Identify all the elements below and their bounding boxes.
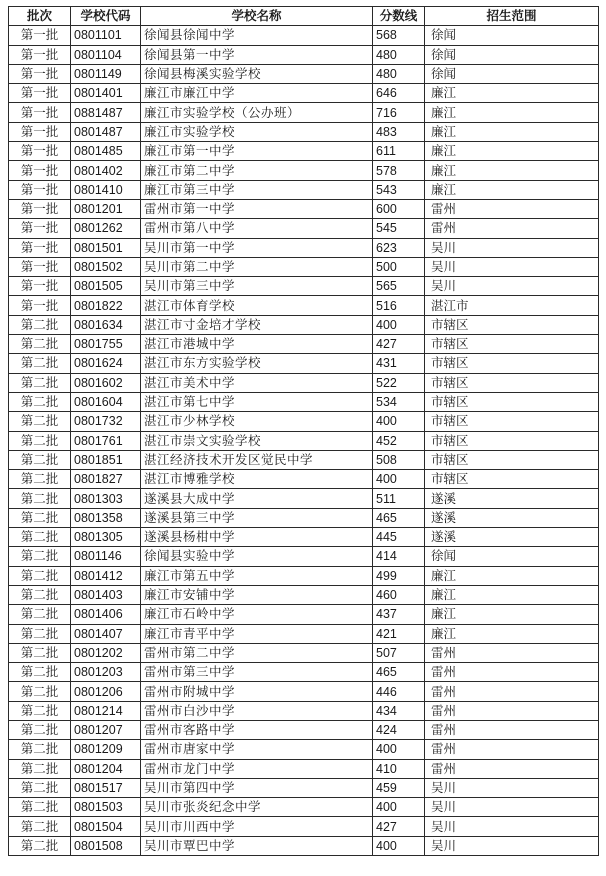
- table-row: [9, 103, 599, 122]
- cell-batch: 第二批: [9, 663, 71, 682]
- cell-enrollment-range: 雷州: [425, 682, 599, 701]
- cell-school-code: 0801508: [71, 836, 141, 855]
- cell-score-line: 565: [373, 277, 425, 296]
- table-header: [9, 7, 599, 26]
- cell-enrollment-range: 市辖区: [425, 392, 599, 411]
- cell-school-code: 0801503: [71, 798, 141, 817]
- cell-score-line: 543: [373, 180, 425, 199]
- table-row: [9, 277, 599, 296]
- cell-school-code: 0801501: [71, 238, 141, 257]
- cell-school-code: 0801214: [71, 701, 141, 720]
- cell-school-name: 雷州市第三中学: [141, 663, 373, 682]
- cell-school-name: 湛江市第七中学: [141, 392, 373, 411]
- table-row: [9, 720, 599, 739]
- cell-batch: 第二批: [9, 470, 71, 489]
- cell-school-name: 廉江市石岭中学: [141, 605, 373, 624]
- cell-batch: 第二批: [9, 566, 71, 585]
- cell-school-name: 湛江经济技术开发区觉民中学: [141, 450, 373, 469]
- cell-enrollment-range: 吴川: [425, 817, 599, 836]
- cell-enrollment-range: 遂溪: [425, 528, 599, 547]
- cell-batch: 第一批: [9, 122, 71, 141]
- cell-score-line: 716: [373, 103, 425, 122]
- cell-school-code: 0801202: [71, 643, 141, 662]
- cell-school-name: 廉江市第三中学: [141, 180, 373, 199]
- cell-school-name: 雷州市第一中学: [141, 199, 373, 218]
- table-row: [9, 682, 599, 701]
- cell-school-name: 廉江市实验学校（公办班）: [141, 103, 373, 122]
- cell-school-code: 0881487: [71, 103, 141, 122]
- cell-school-code: 0801303: [71, 489, 141, 508]
- cell-school-name: 吴川市第四中学: [141, 778, 373, 797]
- table-row: [9, 547, 599, 566]
- cell-school-name: 湛江市港城中学: [141, 335, 373, 354]
- cell-enrollment-range: 吴川: [425, 238, 599, 257]
- cell-school-name: 廉江市安铺中学: [141, 585, 373, 604]
- cell-enrollment-range: 市辖区: [425, 335, 599, 354]
- table-row: [9, 798, 599, 817]
- table-row: [9, 778, 599, 797]
- table-row: [9, 257, 599, 276]
- cell-score-line: 421: [373, 624, 425, 643]
- cell-batch: 第二批: [9, 373, 71, 392]
- cell-school-code: 0801101: [71, 26, 141, 45]
- cell-school-code: 0801505: [71, 277, 141, 296]
- cell-enrollment-range: 廉江: [425, 84, 599, 103]
- cell-batch: 第二批: [9, 720, 71, 739]
- cell-score-line: 578: [373, 161, 425, 180]
- cell-school-code: 0801201: [71, 199, 141, 218]
- cell-score-line: 452: [373, 431, 425, 450]
- cell-batch: 第一批: [9, 199, 71, 218]
- cell-school-code: 0801203: [71, 663, 141, 682]
- cell-school-code: 0801485: [71, 142, 141, 161]
- cell-score-line: 427: [373, 817, 425, 836]
- cell-enrollment-range: 市辖区: [425, 315, 599, 334]
- cell-school-name: 吴川市第一中学: [141, 238, 373, 257]
- table-row: [9, 817, 599, 836]
- cell-batch: 第二批: [9, 315, 71, 334]
- cell-score-line: 500: [373, 257, 425, 276]
- header-batch: 批次: [9, 7, 71, 26]
- cell-school-name: 雷州市客路中学: [141, 720, 373, 739]
- cell-enrollment-range: 雷州: [425, 701, 599, 720]
- cell-score-line: 508: [373, 450, 425, 469]
- cell-score-line: 483: [373, 122, 425, 141]
- cell-school-name: 湛江市少林学校: [141, 412, 373, 431]
- cell-batch: 第一批: [9, 26, 71, 45]
- table-row: [9, 354, 599, 373]
- cell-school-code: 0801604: [71, 392, 141, 411]
- cell-enrollment-range: 吴川: [425, 798, 599, 817]
- cell-score-line: 545: [373, 219, 425, 238]
- cell-batch: 第二批: [9, 798, 71, 817]
- cell-score-line: 446: [373, 682, 425, 701]
- cell-school-code: 0801755: [71, 335, 141, 354]
- cell-enrollment-range: 市辖区: [425, 412, 599, 431]
- cell-enrollment-range: 廉江: [425, 624, 599, 643]
- cell-school-name: 吴川市川西中学: [141, 817, 373, 836]
- cell-enrollment-range: 雷州: [425, 219, 599, 238]
- cell-school-name: 湛江市东方实验学校: [141, 354, 373, 373]
- cell-school-name: 廉江市廉江中学: [141, 84, 373, 103]
- cell-enrollment-range: 遂溪: [425, 508, 599, 527]
- table-row: [9, 605, 599, 624]
- cell-score-line: 499: [373, 566, 425, 585]
- cell-enrollment-range: 廉江: [425, 142, 599, 161]
- cell-school-code: 0801410: [71, 180, 141, 199]
- table-body: [9, 26, 599, 856]
- table-row: [9, 412, 599, 431]
- cell-school-name: 湛江市博雅学校: [141, 470, 373, 489]
- header-school-code: 学校代码: [71, 7, 141, 26]
- table-row: [9, 701, 599, 720]
- table-row: [9, 643, 599, 662]
- cell-batch: 第一批: [9, 45, 71, 64]
- cell-score-line: 522: [373, 373, 425, 392]
- cell-score-line: 623: [373, 238, 425, 257]
- cell-school-name: 廉江市青平中学: [141, 624, 373, 643]
- cell-school-name: 徐闻县徐闻中学: [141, 26, 373, 45]
- cell-enrollment-range: 徐闻: [425, 547, 599, 566]
- cell-school-code: 0801407: [71, 624, 141, 643]
- cell-score-line: 511: [373, 489, 425, 508]
- cell-score-line: 459: [373, 778, 425, 797]
- table-row: [9, 238, 599, 257]
- cell-enrollment-range: 吴川: [425, 836, 599, 855]
- cell-school-name: 湛江市崇文实验学校: [141, 431, 373, 450]
- cell-batch: 第一批: [9, 64, 71, 83]
- cell-score-line: 465: [373, 508, 425, 527]
- cell-school-code: 0801504: [71, 817, 141, 836]
- cell-school-code: 0801502: [71, 257, 141, 276]
- header-row: [9, 7, 599, 26]
- cell-school-name: 廉江市第二中学: [141, 161, 373, 180]
- header-enrollment-range: 招生范围: [425, 7, 599, 26]
- cell-batch: 第二批: [9, 450, 71, 469]
- cell-score-line: 480: [373, 64, 425, 83]
- table-row: [9, 122, 599, 141]
- cell-school-name: 徐闻县第一中学: [141, 45, 373, 64]
- cell-batch: 第二批: [9, 701, 71, 720]
- cell-enrollment-range: 吴川: [425, 277, 599, 296]
- table-row: [9, 836, 599, 855]
- cell-school-code: 0801262: [71, 219, 141, 238]
- cell-batch: 第二批: [9, 759, 71, 778]
- cell-school-name: 吴川市覃巴中学: [141, 836, 373, 855]
- cell-batch: 第一批: [9, 296, 71, 315]
- cell-school-code: 0801146: [71, 547, 141, 566]
- cell-score-line: 568: [373, 26, 425, 45]
- cell-school-code: 0801732: [71, 412, 141, 431]
- table-row: [9, 180, 599, 199]
- table-row: [9, 508, 599, 527]
- cell-batch: 第二批: [9, 682, 71, 701]
- cell-score-line: 400: [373, 740, 425, 759]
- cell-school-name: 遂溪县杨柑中学: [141, 528, 373, 547]
- cell-enrollment-range: 廉江: [425, 161, 599, 180]
- table-row: [9, 528, 599, 547]
- cell-school-name: 雷州市第二中学: [141, 643, 373, 662]
- cell-school-code: 0801403: [71, 585, 141, 604]
- table-row: [9, 45, 599, 64]
- cell-school-name: 湛江市寸金培才学校: [141, 315, 373, 334]
- cell-school-name: 吴川市第三中学: [141, 277, 373, 296]
- cell-batch: 第二批: [9, 836, 71, 855]
- cell-batch: 第一批: [9, 219, 71, 238]
- admission-score-table: [8, 6, 599, 856]
- table-row: [9, 84, 599, 103]
- cell-enrollment-range: 市辖区: [425, 431, 599, 450]
- cell-batch: 第一批: [9, 142, 71, 161]
- cell-enrollment-range: 市辖区: [425, 373, 599, 392]
- cell-batch: 第一批: [9, 103, 71, 122]
- table-row: [9, 142, 599, 161]
- cell-enrollment-range: 雷州: [425, 740, 599, 759]
- cell-score-line: 437: [373, 605, 425, 624]
- cell-enrollment-range: 徐闻: [425, 26, 599, 45]
- cell-enrollment-range: 雷州: [425, 759, 599, 778]
- cell-school-code: 0801517: [71, 778, 141, 797]
- cell-school-code: 0801624: [71, 354, 141, 373]
- table-row: [9, 161, 599, 180]
- header-school-name: 学校名称: [141, 7, 373, 26]
- cell-score-line: 516: [373, 296, 425, 315]
- cell-school-name: 雷州市第八中学: [141, 219, 373, 238]
- table-row: [9, 585, 599, 604]
- cell-school-name: 廉江市第一中学: [141, 142, 373, 161]
- table-row: [9, 624, 599, 643]
- cell-school-name: 徐闻县梅溪实验学校: [141, 64, 373, 83]
- cell-score-line: 600: [373, 199, 425, 218]
- cell-batch: 第二批: [9, 528, 71, 547]
- cell-enrollment-range: 湛江市: [425, 296, 599, 315]
- table-row: [9, 431, 599, 450]
- cell-batch: 第二批: [9, 585, 71, 604]
- cell-school-code: 0801204: [71, 759, 141, 778]
- cell-score-line: 534: [373, 392, 425, 411]
- cell-score-line: 427: [373, 335, 425, 354]
- cell-school-code: 0801305: [71, 528, 141, 547]
- cell-enrollment-range: 雷州: [425, 663, 599, 682]
- table-row: [9, 566, 599, 585]
- cell-school-name: 遂溪县第三中学: [141, 508, 373, 527]
- cell-enrollment-range: 廉江: [425, 180, 599, 199]
- table-row: [9, 740, 599, 759]
- cell-school-name: 雷州市唐家中学: [141, 740, 373, 759]
- cell-enrollment-range: 吴川: [425, 778, 599, 797]
- cell-batch: 第二批: [9, 624, 71, 643]
- cell-enrollment-range: 雷州: [425, 643, 599, 662]
- cell-score-line: 431: [373, 354, 425, 373]
- cell-batch: 第二批: [9, 605, 71, 624]
- cell-school-name: 廉江市实验学校: [141, 122, 373, 141]
- cell-school-name: 徐闻县实验中学: [141, 547, 373, 566]
- cell-school-code: 0801207: [71, 720, 141, 739]
- cell-score-line: 410: [373, 759, 425, 778]
- cell-score-line: 646: [373, 84, 425, 103]
- table-row: [9, 219, 599, 238]
- cell-school-code: 0801149: [71, 64, 141, 83]
- cell-school-name: 吴川市第二中学: [141, 257, 373, 276]
- cell-score-line: 400: [373, 836, 425, 855]
- cell-batch: 第二批: [9, 354, 71, 373]
- cell-school-name: 湛江市体育学校: [141, 296, 373, 315]
- cell-enrollment-range: 廉江: [425, 103, 599, 122]
- cell-enrollment-range: 市辖区: [425, 450, 599, 469]
- cell-school-code: 0801209: [71, 740, 141, 759]
- cell-batch: 第二批: [9, 392, 71, 411]
- cell-enrollment-range: 市辖区: [425, 470, 599, 489]
- table-row: [9, 663, 599, 682]
- cell-score-line: 460: [373, 585, 425, 604]
- cell-school-code: 0801822: [71, 296, 141, 315]
- cell-score-line: 400: [373, 798, 425, 817]
- cell-score-line: 424: [373, 720, 425, 739]
- cell-school-name: 廉江市第五中学: [141, 566, 373, 585]
- cell-batch: 第一批: [9, 84, 71, 103]
- cell-batch: 第一批: [9, 257, 71, 276]
- table-row: [9, 373, 599, 392]
- cell-batch: 第一批: [9, 180, 71, 199]
- cell-enrollment-range: 廉江: [425, 605, 599, 624]
- cell-enrollment-range: 徐闻: [425, 64, 599, 83]
- cell-school-name: 雷州市龙门中学: [141, 759, 373, 778]
- cell-school-code: 0801412: [71, 566, 141, 585]
- cell-batch: 第二批: [9, 547, 71, 566]
- cell-school-code: 0801827: [71, 470, 141, 489]
- table-row: [9, 759, 599, 778]
- cell-enrollment-range: 吴川: [425, 257, 599, 276]
- cell-batch: 第一批: [9, 161, 71, 180]
- cell-score-line: 507: [373, 643, 425, 662]
- cell-batch: 第二批: [9, 431, 71, 450]
- table-row: [9, 199, 599, 218]
- cell-score-line: 400: [373, 412, 425, 431]
- cell-score-line: 480: [373, 45, 425, 64]
- header-score-line: 分数线: [373, 7, 425, 26]
- table-row: [9, 489, 599, 508]
- table-row: [9, 450, 599, 469]
- table-row: [9, 296, 599, 315]
- cell-enrollment-range: 雷州: [425, 720, 599, 739]
- cell-enrollment-range: 雷州: [425, 199, 599, 218]
- cell-school-code: 0801402: [71, 161, 141, 180]
- cell-batch: 第一批: [9, 238, 71, 257]
- cell-school-code: 0801487: [71, 122, 141, 141]
- cell-score-line: 465: [373, 663, 425, 682]
- cell-score-line: 414: [373, 547, 425, 566]
- cell-enrollment-range: 市辖区: [425, 354, 599, 373]
- table-row: [9, 26, 599, 45]
- cell-school-code: 0801634: [71, 315, 141, 334]
- cell-score-line: 400: [373, 470, 425, 489]
- cell-enrollment-range: 廉江: [425, 585, 599, 604]
- cell-school-name: 吴川市张炎纪念中学: [141, 798, 373, 817]
- table-row: [9, 315, 599, 334]
- cell-school-code: 0801401: [71, 84, 141, 103]
- cell-score-line: 400: [373, 315, 425, 334]
- cell-batch: 第二批: [9, 335, 71, 354]
- cell-batch: 第二批: [9, 740, 71, 759]
- cell-enrollment-range: 廉江: [425, 566, 599, 585]
- cell-batch: 第二批: [9, 508, 71, 527]
- cell-school-code: 0801851: [71, 450, 141, 469]
- cell-score-line: 434: [373, 701, 425, 720]
- cell-school-code: 0801206: [71, 682, 141, 701]
- cell-school-name: 雷州市白沙中学: [141, 701, 373, 720]
- cell-batch: 第二批: [9, 778, 71, 797]
- table-row: [9, 470, 599, 489]
- cell-enrollment-range: 廉江: [425, 122, 599, 141]
- cell-school-code: 0801761: [71, 431, 141, 450]
- table-row: [9, 64, 599, 83]
- cell-enrollment-range: 遂溪: [425, 489, 599, 508]
- table-row: [9, 335, 599, 354]
- cell-batch: 第二批: [9, 489, 71, 508]
- cell-school-code: 0801104: [71, 45, 141, 64]
- cell-school-name: 遂溪县大成中学: [141, 489, 373, 508]
- cell-school-code: 0801406: [71, 605, 141, 624]
- table-row: [9, 392, 599, 411]
- cell-batch: 第一批: [9, 277, 71, 296]
- cell-score-line: 445: [373, 528, 425, 547]
- cell-school-name: 湛江市美术中学: [141, 373, 373, 392]
- cell-batch: 第二批: [9, 817, 71, 836]
- cell-batch: 第二批: [9, 643, 71, 662]
- cell-score-line: 611: [373, 142, 425, 161]
- cell-enrollment-range: 徐闻: [425, 45, 599, 64]
- cell-batch: 第二批: [9, 412, 71, 431]
- cell-school-name: 雷州市附城中学: [141, 682, 373, 701]
- cell-school-code: 0801602: [71, 373, 141, 392]
- cell-school-code: 0801358: [71, 508, 141, 527]
